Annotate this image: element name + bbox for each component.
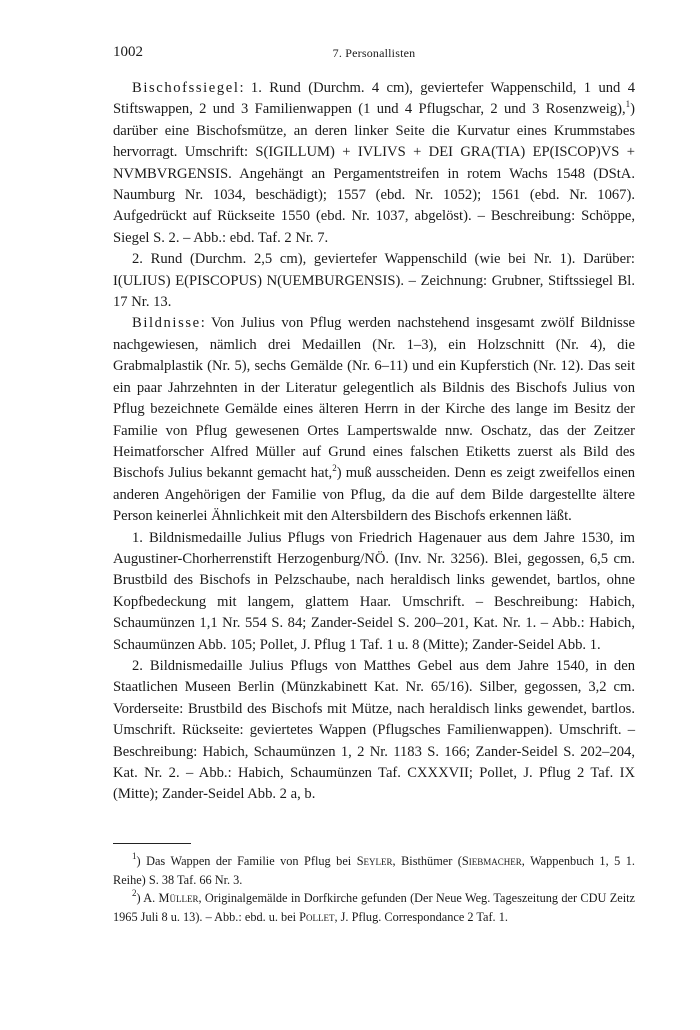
footnote-text: , Wappenbuch 1, 5 1. Reihe) S. 38 Taf. 66 Nr. 3.	[113, 854, 635, 887]
footnote-text: ) Das Wappen der Familie von Pflug bei	[136, 854, 357, 868]
footnote-1	[113, 852, 635, 889]
footnote-text: , J. Pflug. Correspondance 2 Taf. 1.	[334, 909, 508, 924]
paragraph-text: ) muß ausscheiden. Denn es zeigt zweifellos einen anderen Angehörigen der Familie von Pflug, da die auf dem Bilde dargestellte ältere Person keinerlei Ähnlichkeit mit den Altersbildern des Bischofs erkennen läßt.	[113, 465, 635, 525]
footnote-2	[113, 889, 635, 926]
footnote-text: , Bisthümer (	[392, 854, 462, 868]
author-name: Pollet	[299, 909, 335, 924]
running-head: 7. Personallisten	[332, 46, 416, 60]
body-text	[113, 78, 635, 806]
section-label-bildnisse: Bildnisse	[132, 315, 201, 332]
paragraph-medal-1: 1. Bildnismedaille Julius Pflugs von Friedrich Hagenauer aus dem Jahre 1530, im Augustiner-Chorherrenstift Herzogenburg/NÖ. (Inv. Nr. 3256). Blei, gegossen, 6,5 cm. Brustbild des Bischofs in Pelzschaube, nach heraldisch links gewendet, bartlos, ohne Kopfbedeckung mit langem, glattem Haar. Umschrift. – Beschreibung: Habich, Schaumünzen 1,1 Nr. 554 S. 84; Zander-Seidel S. 200–201, Kat. Nr. 1. – Abb.: Habich, Schaumünzen Abb. 105; Pollet, J. Pflug 1 Taf. 1 u. 8 (Mitte); Zander-Seidel Abb. 1.	[113, 529, 635, 653]
section-label-bischofssiegel: Bischofssiegel	[132, 80, 240, 96]
footnotes	[113, 852, 635, 926]
author-name: Siebmacher	[461, 854, 522, 868]
paragraph-bischofssiegel	[113, 78, 635, 249]
author-name: Müller	[158, 891, 199, 906]
paragraph-medal-2: 2. Bildnismedaille Julius Pflugs von Matthes Gebel aus dem Jahre 1540, in den Staatlichen Museen Berlin (Münzkabinett Kat. Nr. 65/16). Silber, gegossen, 3,2 cm. Vorderseite: Brustbild des Bischofs mit Mütze, nach heraldisch links gewendet, bartlos. Umschrift. Rückseite: geviertetes Wappen (Pflugsches Familienwappen). Umschrift. – Beschreibung: Habich, Schaumünzen 1, 2 Nr. 1183 S. 166; Zander-Seidel S. 202–204, Kat. Nr. 2. – Abb.: Habich, Schaumünzen Taf. CXXXVII; Pollet, J. Pflug 2 Taf. IX (Mitte); Zander-Seidel Abb. 2 a, b.	[113, 657, 635, 803]
paragraph-seal-2: 2. Rund (Durchm. 2,5 cm), geviertefer Wappenschild (wie bei Nr. 1). Darüber: I(ULIUS) E(PISCOPUS) N(UEMBURGENSIS). – Zeichnung: Grubner, Stiftssiegel Bl. 17 Nr. 13.	[113, 251, 635, 311]
footnote-divider	[113, 843, 191, 844]
page-number: 1002	[113, 44, 143, 60]
footnote-text: ) A.	[136, 891, 159, 906]
footnote-ref-1[interactable]: 1	[625, 99, 631, 110]
paragraph-text: : 1. Rund (Durchm. 4 cm), geviertefer Wappenschild, 1 und 4 Stiftswappen, 2 und 3 Familienwappen (1 und 4 Pflugschar, 2 und 3 Rosenzweig),	[113, 80, 635, 118]
page-header	[113, 44, 635, 64]
paragraph-text: : Von Julius von Pflug werden nachstehend insgesamt zwölf Bildnisse nachgewiesen, nämlich drei Medaillen (Nr. 1–3), ein Holzschnitt (Nr. 4), die Grabmalplastik (Nr. 5), sechs Gemälde (Nr. 6–11) und ein Kupferstich (Nr. 12). Das seit ein paar Jahrzehnten in der Literatur gelegentlich als Bildnis des Bischofs Julius von Pflug bezeichnete Gemälde eines älteren Herrn in der Kirche des lange im Besitz der Familie von Pflug gewesenen Ortes Lampertswalde nnw. Oschatz, das der Zeitzer Heimatforscher Alfred Müller auf Grund eines falschen Etiketts zuerst als Bild des Bischofs Julius bekannt gemacht hat,	[113, 315, 635, 482]
footnote-mark-1: 1	[132, 851, 137, 861]
paragraph-text: ) darüber eine Bischofsmütze, an deren linker Seite die Kurvatur eines Krummstabes hervorragt. Umschrift: S(IGILLUM) + IVLIVS + DEI GRA(TIA) EP(ISCOP)VS + NVMBVRGENSIS. Angehängt an Pergamentstreifen in rotem Wachs 1548 (DStA. Naumburg Nr. 1034, beschädigt); 1557 (ebd. Nr. 1052); 1561 (ebd. Nr. 1067). Aufgedrückt auf Rückseite 1550 (ebd. Nr. 1037, abgelöst). – Beschreibung: Schöppe, Siegel S. 2. – Abb.: ebd. Taf. 2 Nr. 7.	[113, 101, 635, 246]
author-name: Seyler	[356, 854, 393, 868]
footnote-mark-2: 2	[132, 888, 137, 899]
footnote-text: , Originalgemälde in Dorfkirche gefunden (Der Neue Weg. Tageszeitung der CDU Zeitz 1965 Juli 8 u. 13). – Abb.: ebd. u. bei	[113, 891, 635, 924]
footnote-ref-2[interactable]: 2	[332, 463, 337, 474]
paragraph-bildnisse	[113, 313, 635, 527]
